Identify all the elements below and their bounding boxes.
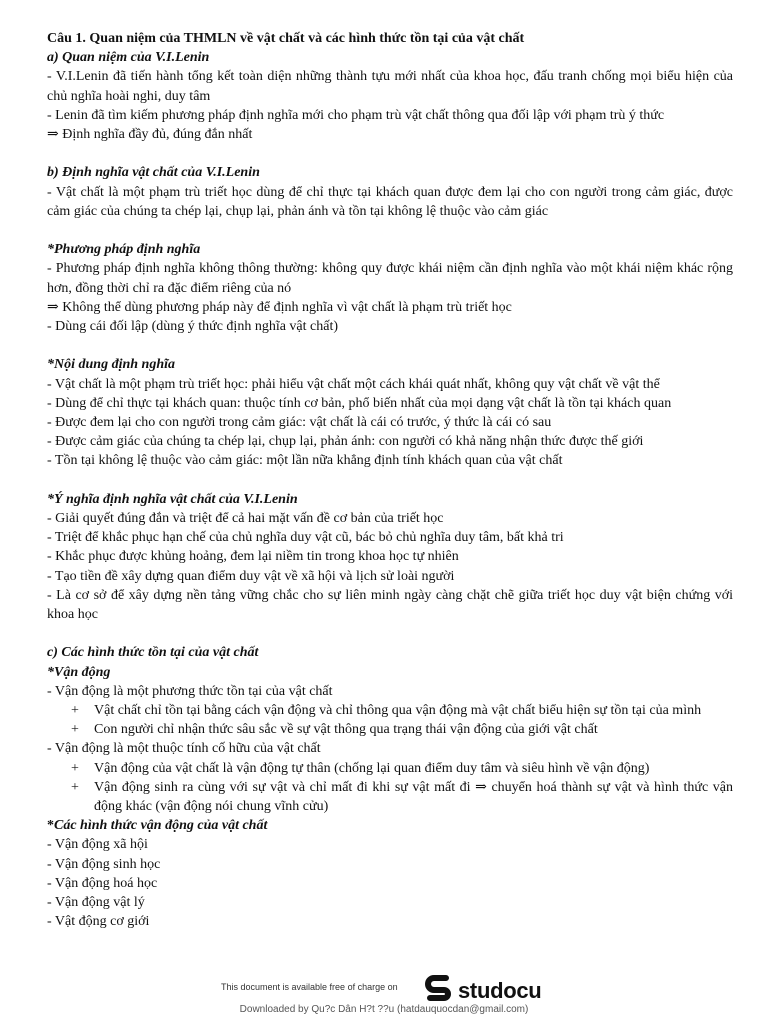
bullet-mark: + bbox=[71, 779, 79, 795]
forms-heading-star: * bbox=[47, 818, 54, 834]
paragraph: - Dùng cái đối lập (dùng ý thức định nghĩa vật chất) bbox=[47, 319, 339, 335]
paragraph: - Dùng để chỉ thực tại khách quan: thuộc tính cơ bản, phổ biến nhất của mọi dạng vật chất là tồn tại khách quan bbox=[47, 395, 672, 411]
paragraph: ⇒ Định nghĩa đầy đủ, đúng đắn nhất bbox=[47, 127, 253, 143]
bullet-mark: + bbox=[71, 760, 79, 776]
list-item: - Vật động cơ giới bbox=[47, 914, 150, 930]
bullet-item bbox=[47, 759, 733, 778]
paragraph: - Là cơ sở để xây dựng nền tảng vững chắc cho sự liên minh ngày càng chặt chẽ giữa triết học duy vật biện chứng với khoa học bbox=[47, 587, 733, 623]
paragraph: - Giải quyết đúng đắn và triệt để cả hai mặt vấn đề cơ bản của triết học bbox=[47, 511, 444, 527]
section-b-heading: b) Định nghĩa vật chất của V.I.Lenin bbox=[47, 165, 260, 181]
paragraph: ⇒ Không thể dùng phương pháp này để định nghĩa vì vật chất là phạm trù triết học bbox=[47, 299, 512, 315]
paragraph: - Tồn tại không lệ thuộc vào cảm giác: một lần nữa khẳng định tính khách quan của vật chất bbox=[47, 453, 563, 469]
content-heading: *Nội dung định nghĩa bbox=[47, 357, 175, 373]
availability-note: This document is available free of charge on bbox=[221, 982, 398, 992]
download-attribution: Downloaded by Qu?c Dân H?t ??u (hatdauquocdan@gmail.com) bbox=[239, 1004, 529, 1015]
document-body bbox=[47, 29, 733, 931]
paragraph: - Vật chất là một phạm trù triết học: phải hiểu vật chất một cách khái quát nhất, không quy vật chất về vật thể bbox=[47, 376, 660, 392]
studocu-logo-icon bbox=[424, 974, 454, 1007]
bullet-item bbox=[47, 720, 733, 739]
bullet-item bbox=[47, 778, 733, 816]
paragraph: - Phương pháp định nghĩa không thông thường: không quy được khái niệm cần định nghĩa vào một khái niệm khác rộng hơn, đồng thời chỉ ra đặc điểm riêng của nó bbox=[47, 261, 733, 296]
studocu-footer bbox=[0, 972, 768, 1024]
forms-heading bbox=[47, 816, 733, 835]
paragraph: - Được đem lại cho con người trong cảm giác: vật chất là cái có trước, ý thức là cái có sau bbox=[47, 415, 552, 431]
paragraph: - V.I.Lenin đã tiến hành tổng kết toàn diện những thành tựu mới nhất của khoa học, đấu tranh chống mọi biểu hiện của chủ nghĩa hoài nghi, duy tâm bbox=[47, 69, 733, 104]
bullet-text: Con người chỉ nhận thức sâu sắc về sự vật thông qua trạng thái vận động của giới vật chất bbox=[94, 722, 598, 738]
section-c-heading: c) Các hình thức tồn tại của vật chất bbox=[47, 645, 259, 661]
meaning-heading: *Ý nghĩa định nghĩa vật chất của V.I.Lenin bbox=[47, 491, 298, 507]
method-heading: *Phương pháp định nghĩa bbox=[47, 242, 201, 258]
list-item: - Vận động hoá học bbox=[47, 875, 158, 891]
paragraph: - Vận động là một phương thức tồn tại của vật chất bbox=[47, 683, 333, 699]
paragraph: - Lenin đã tìm kiếm phương pháp định nghĩa mới cho phạm trù vật chất thông qua đối lập với phạm trù ý thức bbox=[47, 107, 665, 123]
forms-heading-text: Các hình thức vận động của vật chất bbox=[54, 818, 268, 834]
list-item: - Vận động sinh học bbox=[47, 856, 161, 872]
paragraph: - Vận động là một thuộc tính cố hữu của vật chất bbox=[47, 741, 321, 757]
studocu-logo-text: studocu bbox=[458, 977, 542, 1003]
paragraph: - Khắc phục được khủng hoảng, đem lại niềm tin trong khoa học tự nhiên bbox=[47, 549, 459, 565]
section-a-heading: a) Quan niệm của V.I.Lenin bbox=[47, 50, 210, 66]
bullet-mark: + bbox=[71, 722, 79, 738]
bullet-mark: + bbox=[71, 703, 79, 719]
paragraph: - Triệt để khắc phục hạn chế của chủ nghĩa duy vật cũ, bác bỏ chủ nghĩa duy tâm, bất khả tri bbox=[47, 530, 564, 546]
studocu-logo-link[interactable] bbox=[424, 974, 541, 1007]
list-item: - Vận động vật lý bbox=[47, 895, 145, 911]
bullet-text: Vận động sinh ra cùng với sự vật và chỉ mất đi khi sự vật mất đi ⇒ chuyển hoá thành sự vật và hình thức vận động khác (vận động nói chung vĩnh cửu) bbox=[94, 779, 733, 815]
bullet-item bbox=[47, 701, 733, 720]
list-item: - Vận động xã hội bbox=[47, 837, 148, 853]
paragraph: - Vật chất là một phạm trù triết học dùng để chỉ thực tại khách quan được đem lại cho con người trong cảm giác, được cảm giác của chúng ta chép lại, chụp lại, phản ánh và tồn tại không lệ thuộc vào cảm giác bbox=[47, 184, 733, 219]
bullet-text: Vận động của vật chất là vận động tự thân (chống lại quan điểm duy tâm và siêu hình về vận động) bbox=[94, 760, 650, 776]
question-title: Câu 1. Quan niệm của THMLN về vật chất và các hình thức tồn tại của vật chất bbox=[47, 31, 525, 46]
paragraph: - Được cảm giác của chúng ta chép lại, chụp lại, phản ánh: con người có khả năng nhận thức được thế giới bbox=[47, 434, 644, 450]
motion-heading: *Vận động bbox=[47, 664, 111, 680]
paragraph: - Tạo tiền đề xây dựng quan điểm duy vật về xã hội và lịch sử loài người bbox=[47, 568, 455, 584]
bullet-text: Vật chất chỉ tồn tại bằng cách vận động và chỉ thông qua vận động mà vật chất biểu hiện sự tồn tại của mình bbox=[94, 703, 702, 719]
